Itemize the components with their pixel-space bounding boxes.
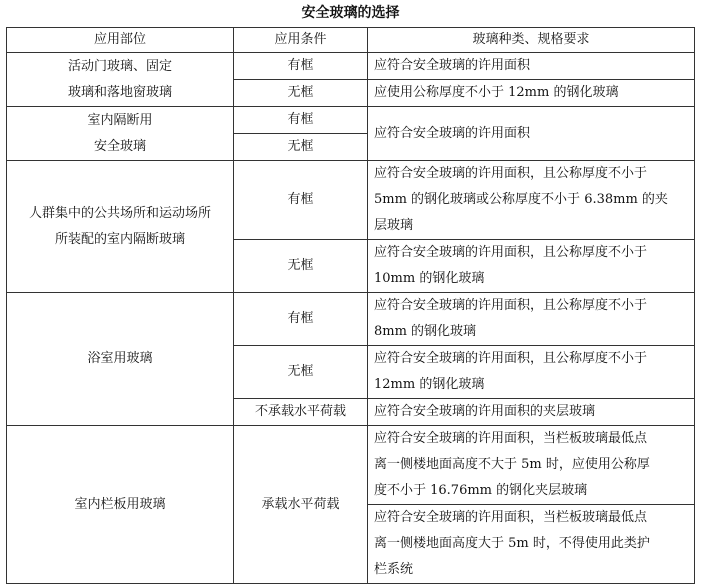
requirement-cell xyxy=(368,53,695,80)
requirement-line: 10mm 的钢化玻璃 xyxy=(374,271,485,286)
header-application-condition: 应用条件 xyxy=(234,28,368,53)
application-part-cell xyxy=(7,426,234,584)
requirement-cell xyxy=(368,399,695,426)
condition-cell: 无框 xyxy=(234,80,368,107)
requirement-cell xyxy=(368,80,695,107)
requirement-line: 应符合安全玻璃的许用面积 xyxy=(374,125,531,141)
requirement-line: 应符合安全玻璃的许用面积，当栏板玻璃最低点 xyxy=(374,431,648,446)
part-line: 安全玻璃 xyxy=(93,138,146,154)
requirement-cell xyxy=(368,346,695,399)
table-row xyxy=(7,293,695,346)
requirement-cell xyxy=(368,240,695,293)
part-line: 室内栏板用玻璃 xyxy=(74,496,166,512)
part-line: 浴室用玻璃 xyxy=(87,351,153,366)
requirement-line: 应符合安全玻璃的许用面积，且公称厚度不小于 xyxy=(374,166,648,181)
condition-cell: 无框 xyxy=(234,346,368,399)
requirement-line: 应符合安全玻璃的许用面积的夹层玻璃 xyxy=(374,404,596,419)
table-row xyxy=(7,161,695,240)
requirement-line: 层玻璃 xyxy=(374,218,414,233)
condition-cell: 无框 xyxy=(234,134,368,161)
part-line: 室内隔断用 xyxy=(87,112,153,128)
application-part-cell xyxy=(7,293,234,426)
requirement-line: 12mm 的钢化玻璃 xyxy=(374,377,485,392)
requirement-line: 8mm 的钢化玻璃 xyxy=(374,324,477,339)
part-line: 活动门玻璃、固定 xyxy=(67,58,172,74)
condition-cell: 有框 xyxy=(234,53,368,80)
requirement-line: 度不小于 16.76mm 的钢化夹层玻璃 xyxy=(374,483,588,498)
application-part-cell xyxy=(7,53,234,107)
requirement-line: 应符合安全玻璃的许用面积，且公称厚度不小于 xyxy=(374,351,648,366)
table-row xyxy=(7,107,695,134)
application-part-cell xyxy=(7,161,234,293)
requirement-line: 应符合安全玻璃的许用面积 xyxy=(374,58,531,73)
requirement-cell xyxy=(368,505,695,584)
requirement-line: 应使用公称厚度不小于 12mm 的钢化玻璃 xyxy=(374,85,619,100)
glass-selection-table xyxy=(6,27,695,584)
table-row xyxy=(7,53,695,80)
part-line: 所装配的室内隔断玻璃 xyxy=(54,231,185,247)
requirement-line: 5mm 的钢化玻璃或公称厚度不小于 6.38mm 的夹 xyxy=(374,192,668,207)
condition-cell: 承载水平荷载 xyxy=(234,426,368,584)
condition-cell: 有框 xyxy=(234,107,368,134)
part-line: 玻璃和落地窗玻璃 xyxy=(67,84,172,100)
application-part-cell xyxy=(7,107,234,161)
header-row xyxy=(7,28,695,53)
condition-cell: 无框 xyxy=(234,240,368,293)
condition-cell: 有框 xyxy=(234,161,368,240)
requirement-line: 应符合安全玻璃的许用面积，且公称厚度不小于 xyxy=(374,245,648,260)
header-application-part: 应用部位 xyxy=(7,28,234,53)
header-glass-requirement: 玻璃种类、规格要求 xyxy=(368,28,695,53)
table-title: 安全玻璃的选择 xyxy=(301,5,400,21)
requirement-cell xyxy=(368,161,695,240)
condition-cell: 不承载水平荷载 xyxy=(234,399,368,426)
requirement-line: 栏系统 xyxy=(374,562,414,577)
requirement-cell xyxy=(368,293,695,346)
part-line: 人群集中的公共场所和运动场所 xyxy=(28,205,211,221)
requirement-cell xyxy=(368,107,695,161)
table-row xyxy=(7,426,695,505)
requirement-line: 应符合安全玻璃的许用面积，且公称厚度不小于 xyxy=(374,298,648,313)
requirement-line: 离一侧楼地面高度不大于 5m 时，应使用公称厚 xyxy=(374,457,650,472)
condition-cell: 有框 xyxy=(234,293,368,346)
requirement-line: 离一侧楼地面高度大于 5m 时，不得使用此类护 xyxy=(374,536,650,551)
requirement-line: 应符合安全玻璃的许用面积，当栏板玻璃最低点 xyxy=(374,510,648,525)
requirement-cell xyxy=(368,426,695,505)
